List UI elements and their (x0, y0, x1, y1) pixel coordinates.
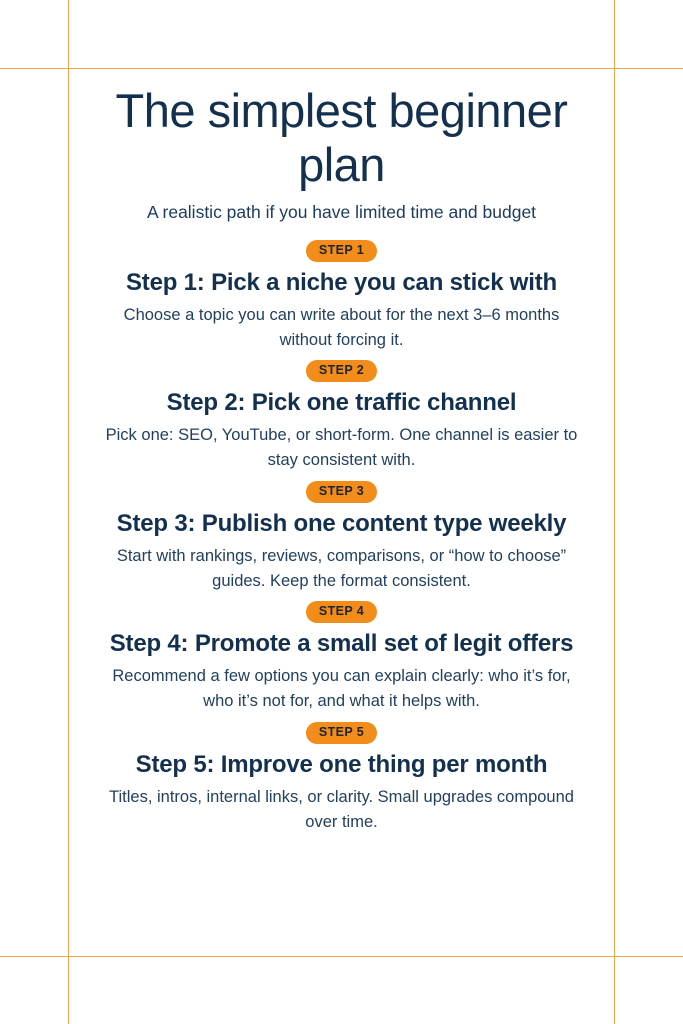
step-description: Start with rankings, reviews, comparisons, or “how to choose” guides. Keep the format consistent. (116, 546, 567, 590)
guide-line-bottom (0, 956, 683, 957)
step-block-1 (90, 234, 593, 353)
page-title: The simplest beginner plan (115, 84, 568, 191)
step-badge: STEP 5 (306, 722, 377, 744)
step-description: Pick one: SEO, YouTube, or short-form. One channel is easier to stay consistent with. (105, 426, 578, 470)
step-title: Step 5: Improve one thing per month (135, 750, 548, 778)
step-block-2 (90, 354, 593, 473)
step-block-4 (90, 595, 593, 714)
step-block-5 (90, 716, 593, 835)
infographic-page (68, 68, 615, 956)
page-subtitle: A realistic path if you have limited time and budget (146, 202, 537, 223)
step-title: Step 1: Pick a niche you can stick with (125, 268, 557, 296)
step-title: Step 2: Pick one traffic channel (166, 389, 517, 417)
step-badge: STEP 4 (306, 601, 377, 623)
step-badge: STEP 3 (306, 481, 377, 503)
step-title: Step 3: Publish one content type weekly (116, 509, 567, 537)
step-description: Recommend a few options you can explain clearly: who it’s for, who it’s not for, and what it helps with. (112, 667, 571, 711)
step-badge: STEP 2 (306, 360, 377, 382)
step-description: Choose a topic you can write about for the next 3–6 months without forcing it. (123, 305, 560, 349)
step-title: Step 4: Promote a small set of legit offers (109, 630, 574, 658)
step-block-3 (90, 475, 593, 594)
step-description: Titles, intros, internal links, or clarity. Small upgrades compound over time. (109, 787, 574, 831)
step-badge: STEP 1 (306, 240, 377, 262)
